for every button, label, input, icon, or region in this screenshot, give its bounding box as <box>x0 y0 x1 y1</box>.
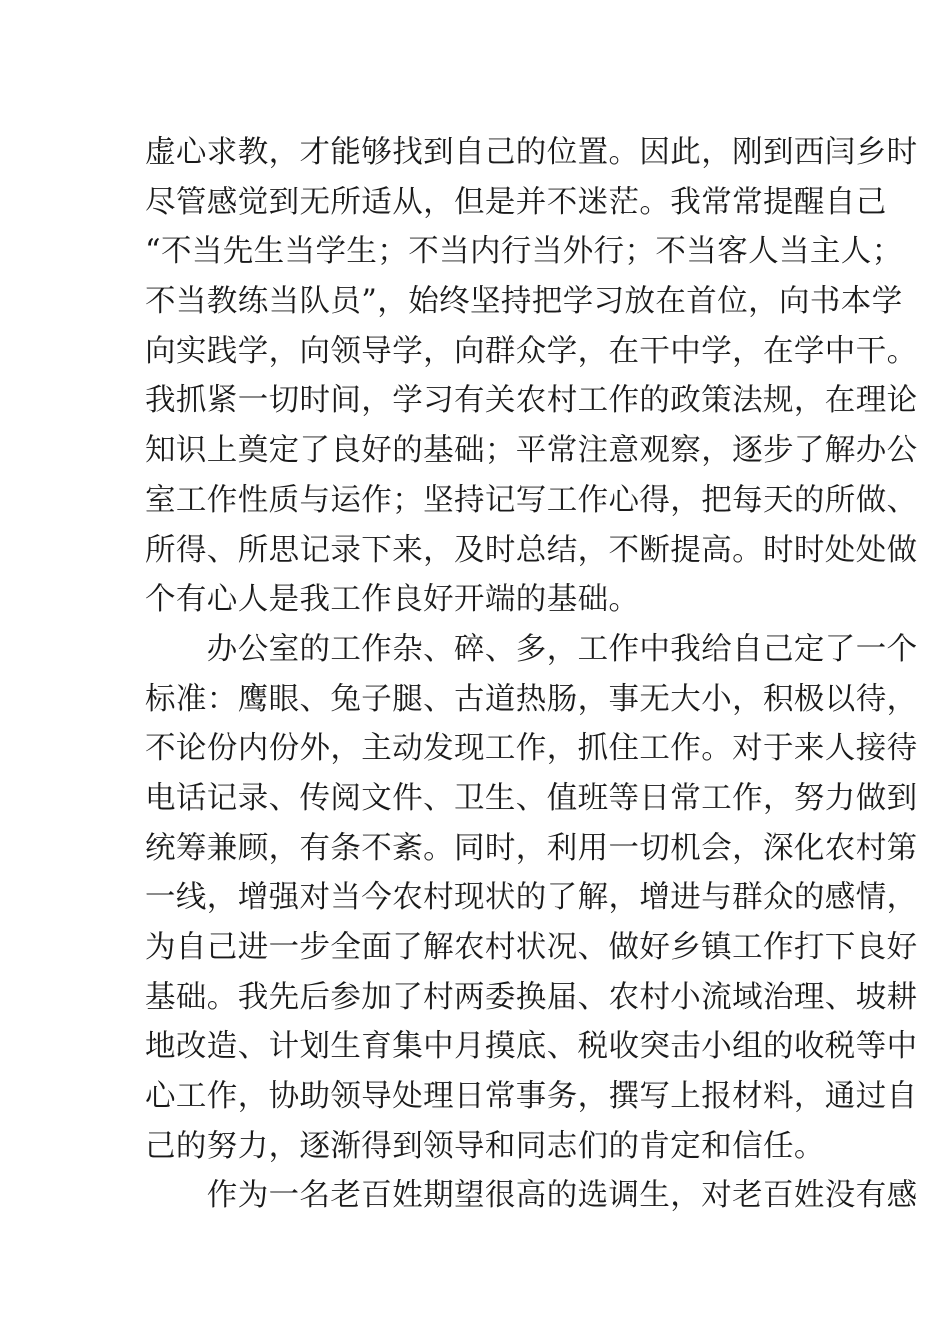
text-line: 我抓紧一切时间，学习有关农村工作的政策法规，在理论 <box>145 383 918 419</box>
text-line: 标准：鹰眼、兔子腿、古道热肠，事无大小，积极以待， <box>145 681 918 717</box>
text-line: 知识上奠定了良好的基础；平常注意观察，逐步了解办公 <box>145 433 918 469</box>
text-line: 为自己进一步全面了解农村状况、做好乡镇工作打下良好 <box>145 930 918 965</box>
text-line: 室工作性质与运作；坚持记写工作心得，把每天的所做、 <box>145 482 918 518</box>
text-line: 不论份内份外，主动发现工作，抓住工作。对于来人接待 <box>145 731 918 767</box>
paragraph-start-line: 办公室的工作杂、碎、多，工作中我给自己定了一个 <box>145 631 918 667</box>
paragraph-start-line: 作为一名老百姓期望很高的选调生，对老百姓没有感 <box>145 1178 918 1214</box>
text-line: 个有心人是我工作良好开端的基础。 <box>145 582 640 618</box>
text-line: 心工作，协助领导处理日常事务，撰写上报材料，通过自 <box>145 1079 918 1115</box>
text-line: 尽管感觉到无所适从，但是并不迷茫。我常常提醒自己 <box>145 184 887 220</box>
text-line: 所得、所思记录下来，及时总结，不断提高。时时处处做 <box>145 532 918 568</box>
text-line: 向实践学，向领导学，向群众学，在干中学，在学中干。 <box>145 333 918 369</box>
text-line: 不当教练当队员”，始终坚持把学习放在首位，向书本学 <box>145 284 903 320</box>
text-line: 一线，增强对当今农村现状的了解，增进与群众的感情， <box>145 880 918 916</box>
text-line: 地改造、计划生育集中月摸底、税收突击小组的收税等中 <box>145 1029 918 1065</box>
text-line: 虚心求教，才能够找到自己的位置。因此，刚到西闫乡时 <box>145 135 918 170</box>
text-line: 己的努力，逐渐得到领导和同志们的肯定和信任。 <box>145 1128 825 1164</box>
text-line: “不当先生当学生；不当内行当外行；不当客人当主人； <box>145 234 903 270</box>
body-text <box>145 128 918 1221</box>
text-line: 电话记录、传阅文件、卫生、值班等日常工作，努力做到 <box>145 780 918 816</box>
text-line: 基础。我先后参加了村两委换届、农村小流域治理、坡耕 <box>145 979 918 1015</box>
text-line: 统筹兼顾，有条不紊。同时，利用一切机会，深化农村第 <box>145 830 918 866</box>
